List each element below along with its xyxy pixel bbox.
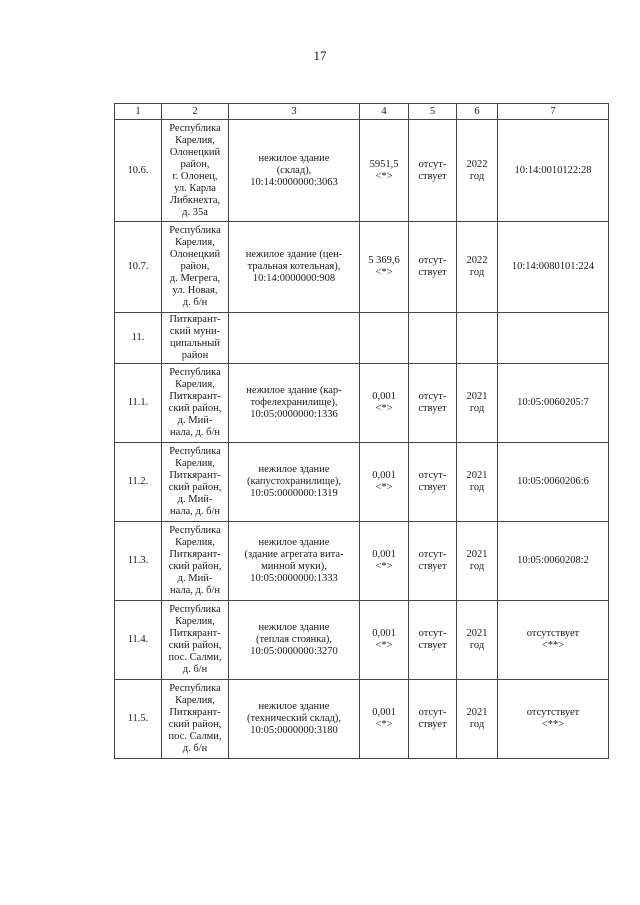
status-cell: отсут- ствует: [409, 680, 457, 759]
year-cell: 2021 год: [457, 364, 498, 443]
table-row: [115, 601, 609, 680]
row-number: 10.7.: [115, 222, 162, 313]
year-cell: [457, 313, 498, 364]
table-row: [115, 364, 609, 443]
year-cell: 2021 год: [457, 443, 498, 522]
table-row: [115, 222, 609, 313]
object-cell: нежилое здание (здание агрегата вита- минной муки), 10:05:0000000:1333: [229, 522, 360, 601]
table-row: [115, 313, 609, 364]
year-cell: 2022 год: [457, 120, 498, 222]
status-cell: отсут- ствует: [409, 443, 457, 522]
cadastral-cell: отсутствует <**>: [498, 601, 609, 680]
area-cell: 5 369,6 <*>: [360, 222, 409, 313]
object-cell: нежилое здание (цен- тральная котельная), 10:14:0000000:908: [229, 222, 360, 313]
year-cell: 2021 год: [457, 522, 498, 601]
status-cell: отсут- ствует: [409, 601, 457, 680]
year-cell: 2021 год: [457, 680, 498, 759]
area-cell: [360, 313, 409, 364]
object-cell: [229, 313, 360, 364]
table-row: [115, 120, 609, 222]
column-header: 2: [162, 104, 229, 120]
area-cell: 0,001 <*>: [360, 680, 409, 759]
address-cell: Республика Карелия, Питкярант- ский район, д. Мий- нала, д. б/н: [162, 443, 229, 522]
cadastral-cell: 10:05:0060206:6: [498, 443, 609, 522]
cadastral-cell: 10:05:0060208:2: [498, 522, 609, 601]
status-cell: отсут- ствует: [409, 364, 457, 443]
object-cell: нежилое здание (капустохранилище), 10:05:0000000:1319: [229, 443, 360, 522]
year-cell: 2021 год: [457, 601, 498, 680]
registry-table: [114, 103, 609, 759]
year-cell: 2022 год: [457, 222, 498, 313]
row-number: 11.1.: [115, 364, 162, 443]
column-header: 3: [229, 104, 360, 120]
column-header: 6: [457, 104, 498, 120]
status-cell: отсут- ствует: [409, 120, 457, 222]
column-header: 1: [115, 104, 162, 120]
cadastral-cell: [498, 313, 609, 364]
area-cell: 0,001 <*>: [360, 522, 409, 601]
row-number: 11.4.: [115, 601, 162, 680]
area-cell: 0,001 <*>: [360, 443, 409, 522]
cadastral-cell: отсутствует <**>: [498, 680, 609, 759]
table-row: [115, 443, 609, 522]
object-cell: нежилое здание (склад), 10:14:0000000:3063: [229, 120, 360, 222]
column-header: 4: [360, 104, 409, 120]
table-row: [115, 522, 609, 601]
row-number: 11.5.: [115, 680, 162, 759]
page-number: 17: [313, 48, 327, 63]
address-cell: Республика Карелия, Питкярант- ский район, д. Мий- нала, д. б/н: [162, 364, 229, 443]
header-row: [115, 104, 609, 120]
row-number: 11.3.: [115, 522, 162, 601]
status-cell: [409, 313, 457, 364]
row-number: 11.2.: [115, 443, 162, 522]
address-cell: Республика Карелия, Питкярант- ский район, пос. Салми, д. б/н: [162, 680, 229, 759]
object-cell: нежилое здание (технический склад), 10:05:0000000:3180: [229, 680, 360, 759]
object-cell: нежилое здание (теплая стоянка), 10:05:0000000:3270: [229, 601, 360, 680]
area-cell: 5951,5 <*>: [360, 120, 409, 222]
area-cell: 0,001 <*>: [360, 364, 409, 443]
address-cell: Республика Карелия, Питкярант- ский район, пос. Салми, д. б/н: [162, 601, 229, 680]
column-header: 5: [409, 104, 457, 120]
address-cell: Питкярант- ский муни- ципальный район: [162, 313, 229, 364]
cadastral-cell: 10:14:0010122:28: [498, 120, 609, 222]
address-cell: Республика Карелия, Олонецкий район, д. Мегрега, ул. Новая, д. б/н: [162, 222, 229, 313]
status-cell: отсут- ствует: [409, 522, 457, 601]
column-header: 7: [498, 104, 609, 120]
address-cell: Республика Карелия, Питкярант- ский район, д. Мий- нала, д. б/н: [162, 522, 229, 601]
table-row: [115, 680, 609, 759]
row-number: 11.: [115, 313, 162, 364]
address-cell: Республика Карелия, Олонецкий район, г. Олонец, ул. Карла Либкнехта, д. 35а: [162, 120, 229, 222]
cadastral-cell: 10:05:0060205:7: [498, 364, 609, 443]
object-cell: нежилое здание (кар- тофелехранилище), 10:05:0000000:1336: [229, 364, 360, 443]
row-number: 10.6.: [115, 120, 162, 222]
cadastral-cell: 10:14:0080101:224: [498, 222, 609, 313]
area-cell: 0,001 <*>: [360, 601, 409, 680]
status-cell: отсут- ствует: [409, 222, 457, 313]
